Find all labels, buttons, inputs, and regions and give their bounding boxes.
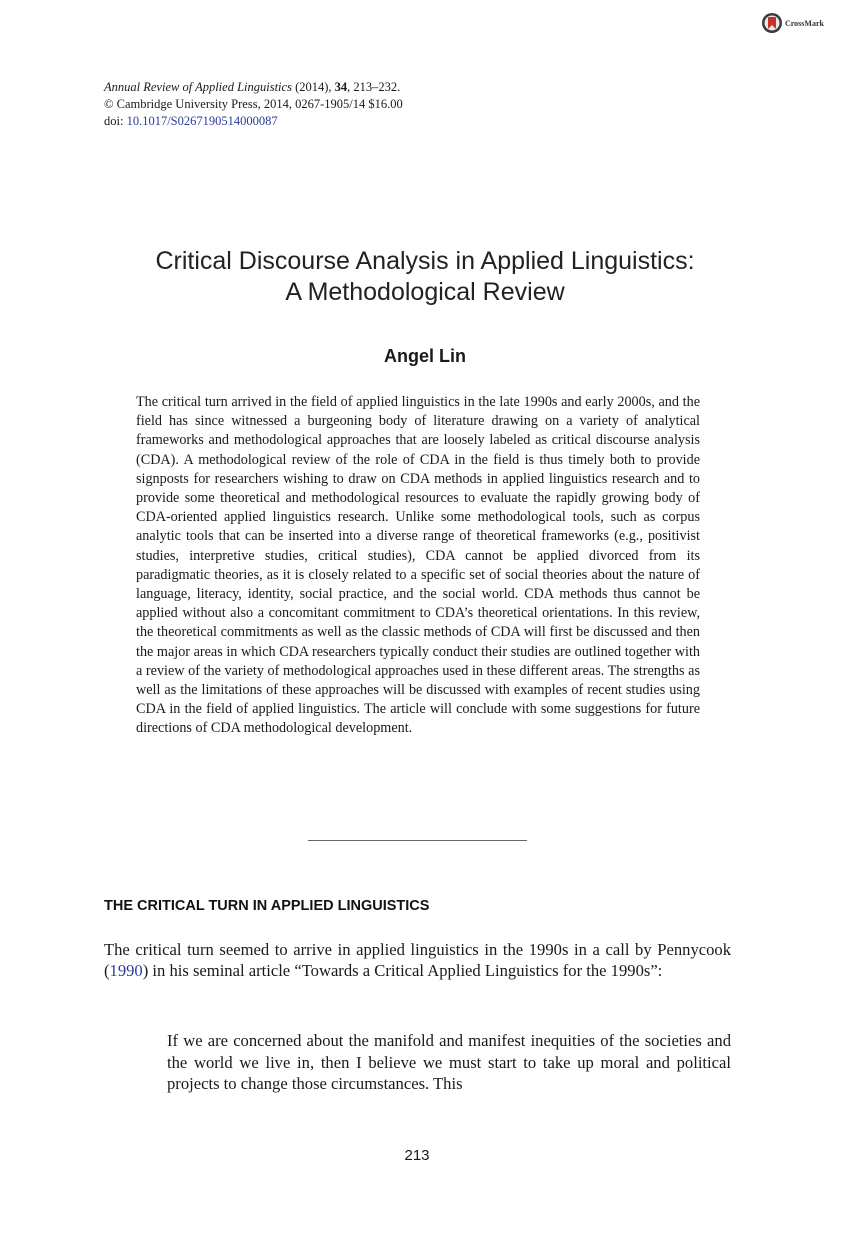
block-quote: If we are concerned about the manifold and manifest inequities of the societies and the world we live in, then I believe we must start to take up moral and political projects to change those circumstances. This xyxy=(167,1031,731,1094)
para-text-before: The critical turn seemed to arrive in applied linguistics in the 1990s in a call by Pennycook ( xyxy=(104,940,731,981)
doi-line xyxy=(104,113,403,130)
crossmark-label: CrossMark xyxy=(785,18,824,28)
journal-name: Annual Review of Applied Linguistics xyxy=(104,80,292,94)
page-number: 213 xyxy=(404,1147,430,1164)
abstract-divider xyxy=(308,840,527,841)
crossmark-icon xyxy=(761,12,783,34)
year: (2014), xyxy=(295,80,332,94)
title-line-2: A Methodological Review xyxy=(285,278,565,306)
citation-line xyxy=(104,79,403,96)
citation-link[interactable]: 1990 xyxy=(109,961,143,981)
volume: 34 xyxy=(334,80,348,94)
doi-link[interactable]: 10.1017/S0267190514000087 xyxy=(126,114,278,128)
publication-metadata xyxy=(104,79,403,130)
article-title xyxy=(0,246,850,308)
crossmark-badge[interactable] xyxy=(761,12,824,34)
title-line-1: Critical Discourse Analysis in Applied Linguistics: xyxy=(155,247,695,275)
pages: , 213–232. xyxy=(347,80,401,94)
body-paragraph xyxy=(104,939,731,982)
copyright-line: © Cambridge University Press, 2014, 0267-1905/14 $16.00 xyxy=(104,97,403,111)
doi-prefix: doi: xyxy=(104,114,127,128)
author-name: Angel Lin xyxy=(384,346,466,366)
para-text-after: ) in his seminal article “Towards a Critical Applied Linguistics for the 1990s”: xyxy=(142,961,663,981)
section-heading: THE CRITICAL TURN IN APPLIED LINGUISTICS xyxy=(104,898,430,914)
abstract: The critical turn arrived in the field of applied linguistics in the late 1990s and early 2000s, and the field has since witnessed a burgeoning body of literature drawing on a variety of analytical frameworks and methodological approaches that are loosely labeled as critical discourse analysis (CDA). A methodological review of the role of CDA in the field is thus timely both to provide signposts for researchers wishing to draw on CDA methods in applied linguistics research and to provide some theoretical and methodological resources to evaluate the rapidly growing body of CDA-oriented applied linguistics research. Unlike some methodological tools, such as corpus analytic tools that can be inserted into a diverse range of theoretical frameworks (e.g., positivist studies, interpretive studies, critical studies), CDA cannot be applied divorced from its paradigmatic theories, as it is closely related to a specific set of social theories about the nature of language, literacy, identity, social practice, and the social world. CDA methods thus cannot be applied without also a concomitant commitment to CDA’s theoretical orientations. In this review, the theoretical commitments as well as the classic methods of CDA will first be discussed and then the major areas in which CDA researchers typically conduct their studies are outlined together with a review of the variety of methodological approaches used in these different areas. The strengths as well as the limitations of these approaches will be discussed with examples of recent studies using CDA in the field of applied linguistics. The article will conclude with some suggestions for future directions of CDA methodological development. xyxy=(136,394,700,737)
